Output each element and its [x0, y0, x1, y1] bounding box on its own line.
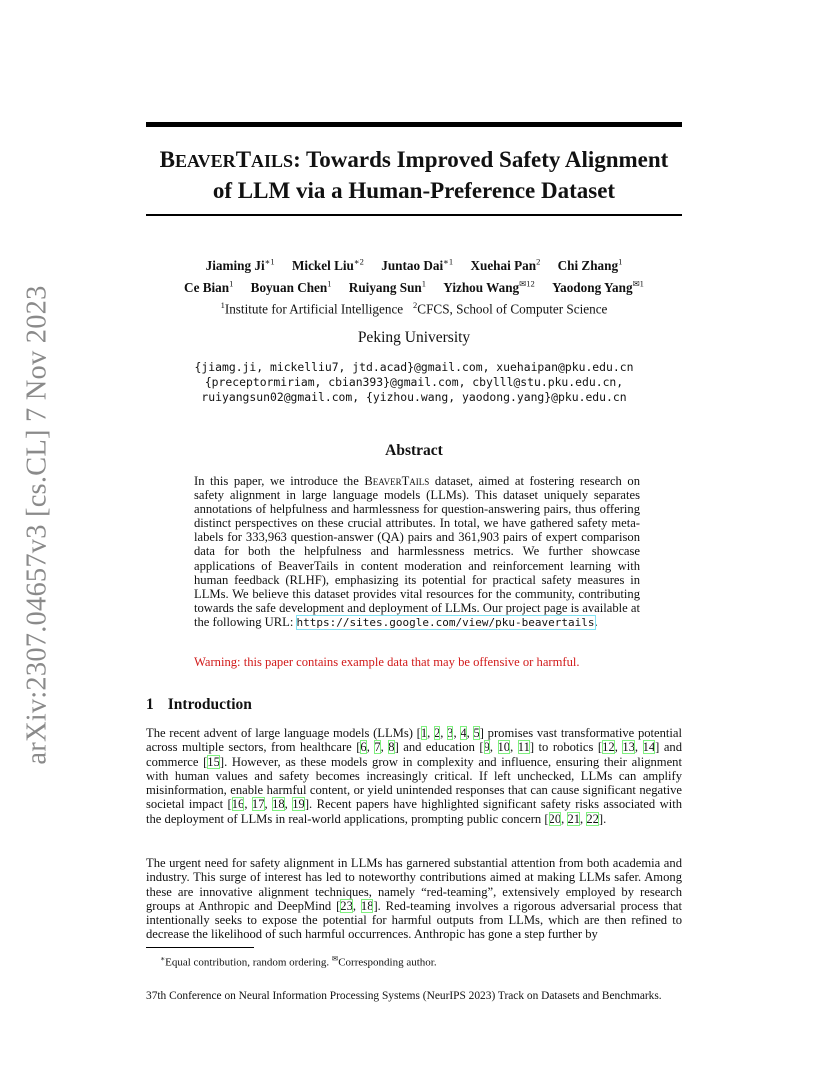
footnote-rule [146, 947, 254, 948]
paragraph-text: , [561, 811, 568, 826]
author: Mickel Liu$^{∗2}$ [291, 257, 364, 274]
citation-link[interactable]: 19 [292, 797, 305, 812]
arxiv-sidebar-stamp [18, 285, 58, 765]
citation-link[interactable]: 22 [586, 811, 599, 826]
author: Chi Zhang$^1$ [557, 257, 623, 274]
project-url-link[interactable]: https://sites.google.com/view/pku-beavertails [296, 615, 595, 629]
paragraph-text: , [580, 811, 587, 826]
venue-footer: 37th Conference on Neural Information Processing Systems (NeurIPS 2023) Track on Datasets and Benchmarks. [146, 990, 662, 1002]
paragraph-text: , [264, 797, 273, 812]
paragraph-text: ]. Recent papers have highlighted significant safety risks associated with the deployment of LLMs in real-world applications, prompting public concern [ [146, 797, 682, 826]
paragraph-text: , [352, 898, 361, 913]
author: Ruiyang Sun$^1$ [348, 279, 426, 296]
paragraph-text: The recent advent of large language models (LLMs) [ [146, 726, 421, 740]
paragraph-text: , [440, 726, 448, 740]
paragraph-text: , [614, 740, 623, 755]
citation-link[interactable]: 6 [360, 740, 367, 755]
author: Xuehai Pan$^2$ [470, 257, 541, 274]
citation-link[interactable]: 18 [360, 898, 374, 913]
author: Jiaming $Ji^{∗1}$ [205, 257, 275, 274]
citation-link[interactable]: 13 [622, 740, 635, 755]
citation-link[interactable]: 11 [517, 740, 530, 755]
paragraph-text: , [466, 726, 474, 740]
paragraph-text: ]. [598, 811, 607, 826]
footnote: ∗Equal contribution, random ordering. ✉Corresponding author. [160, 954, 437, 969]
email-line: {preceptormiriam, cbian393}@gmail.com, cbylll@stu.pku.edu.cn, [204, 375, 624, 389]
citation-link[interactable]: 2 [434, 726, 441, 740]
paragraph-text: ]. However, as these models grow in complexity and influence, ensuring their alignment with human values and safety becomes increasingly critical. If left unchecked, LLMs can amplify misinformation, enable harmful content, or yield unintended responses that can cause significant negative societal impact [ [146, 754, 682, 812]
citation-link[interactable]: 3 [447, 726, 454, 740]
paragraph-text: , [284, 797, 293, 812]
university: Peking University [357, 329, 471, 346]
author: Yaodong Yang$^{✉1}$ [552, 279, 644, 296]
paragraph-text: , [244, 797, 252, 812]
paper-title [146, 145, 682, 205]
section-heading: 1 Introduction [146, 696, 252, 713]
author-emails [146, 360, 682, 405]
paragraph-text: ] and commerce [ [146, 740, 683, 769]
author: Juntao Dai$^{∗1}$ [381, 257, 454, 274]
author-row-2 [146, 275, 682, 297]
title-rule-top [146, 122, 682, 127]
title-rule-bottom [146, 214, 682, 216]
citation-link[interactable]: 4 [460, 726, 467, 740]
abstract-body: In this paper, we introduce the BeaverTails dataset, aimed at fostering research on safety alignment in large language models (LLMs). This dataset uniquely separates annotations of helpfulness and harmlessness for question-answering pairs, thus offering distinct perspectives on these crucial attributes. In total, we have gathered safety meta-labels for 333,963 question-answer (QA) pairs and 361,903 pairs of expert comparison data for both the helpfulness and harmlessness metrics. We further showcase applications of BeaverTails in content moderation and reinforcement learning with human feedback (RLHF), emphasizing its potential for practical safety measures in LLMs. We believe this dataset provides vital resources for the community, contributing towards the safe development and deployment of LLMs. Our project page is available at the following URL: https://sites.google.com/view/pku-beavertails. [194, 474, 640, 629]
citation-link[interactable]: 1 [420, 726, 428, 740]
citation-link[interactable]: 20 [548, 811, 562, 826]
content-warning: Warning: this paper contains example data that may be offensive or harmful. [194, 655, 580, 669]
citation-link[interactable]: 15 [207, 754, 220, 769]
citation-link[interactable]: 12 [602, 740, 615, 755]
citation-link[interactable]: 14 [642, 740, 656, 755]
arxiv-identifier: arXiv:2307.04657v3 [cs.CL] 7 Nov 2023 [22, 285, 53, 765]
citation-link[interactable]: 16 [231, 797, 245, 812]
citation-link[interactable]: 7 [374, 740, 381, 755]
paragraph-text: ] promises vast transformative potential across multiple sectors, from healthcare [ [146, 726, 683, 755]
title-line-1: BEAVERTAILS: Towards Improved Safety Alignment [159, 147, 669, 172]
paragraph-text: , [380, 740, 389, 755]
paragraph-text: , [453, 726, 461, 740]
intro-paragraph-1 [146, 726, 682, 826]
author: Boyuan Chen$^1$ [250, 279, 332, 296]
paragraph-text: ] and education [ [394, 740, 484, 755]
citation-link[interactable]: 8 [388, 740, 395, 755]
paragraph-text: , [634, 740, 643, 755]
citation-link[interactable]: 9 [483, 740, 490, 755]
paragraph-text: ] to robotics [ [529, 740, 603, 755]
email-line: {jiamg.ji, mickelliu7, jtd.acad}@gmail.com, xuehaipan@pku.edu.cn [194, 360, 634, 374]
affiliations: $^1$Institute for Artificial Intelligence $^2$CFCS, School of Computer Science [220, 300, 608, 317]
author: Ce Bian$^1$ [184, 279, 234, 296]
abstract-heading: Abstract [385, 442, 443, 459]
citation-link[interactable]: 17 [251, 797, 265, 812]
intro-paragraph-2 [146, 856, 682, 942]
citation-link[interactable]: 10 [497, 740, 511, 755]
paragraph-text: , [489, 740, 498, 755]
paragraph-text: , [366, 740, 375, 755]
citation-link[interactable]: 21 [567, 811, 581, 826]
citation-link[interactable]: 23 [340, 898, 353, 913]
author: Yizhou Wang$^{✉12}$ [443, 279, 535, 296]
author-row-1 [146, 253, 682, 275]
paragraph-text: The urgent need for safety alignment in LLMs has garnered substantial attention from both academia and industry. This surge of interest has led to noteworthy contributions aimed at making LLMs safer. Among these are innovative alignment techniques, namely “red-teaming”, extensively employed by research groups at Anthropic and DeepMind [ [146, 856, 682, 913]
paragraph-text: , [510, 740, 518, 755]
paragraph-text: , [427, 726, 434, 740]
email-line: ruiyangsun02@gmail.com, {yizhou.wang, yaodong.yang}@pku.edu.cn [201, 390, 627, 404]
citation-link[interactable]: 18 [272, 797, 285, 812]
citation-link[interactable]: 5 [473, 726, 480, 740]
title-line-2: of LLM via a Human-Preference Dataset [212, 178, 616, 203]
paragraph-text: ]. Red-teaming involves a rigorous adversarial process that intentionally seeks to expose the potential for harmful outputs from LLMs, which are then refined to decrease the likelihood of such harmful occurrences. Anthropic has gone a step further by [146, 898, 683, 942]
